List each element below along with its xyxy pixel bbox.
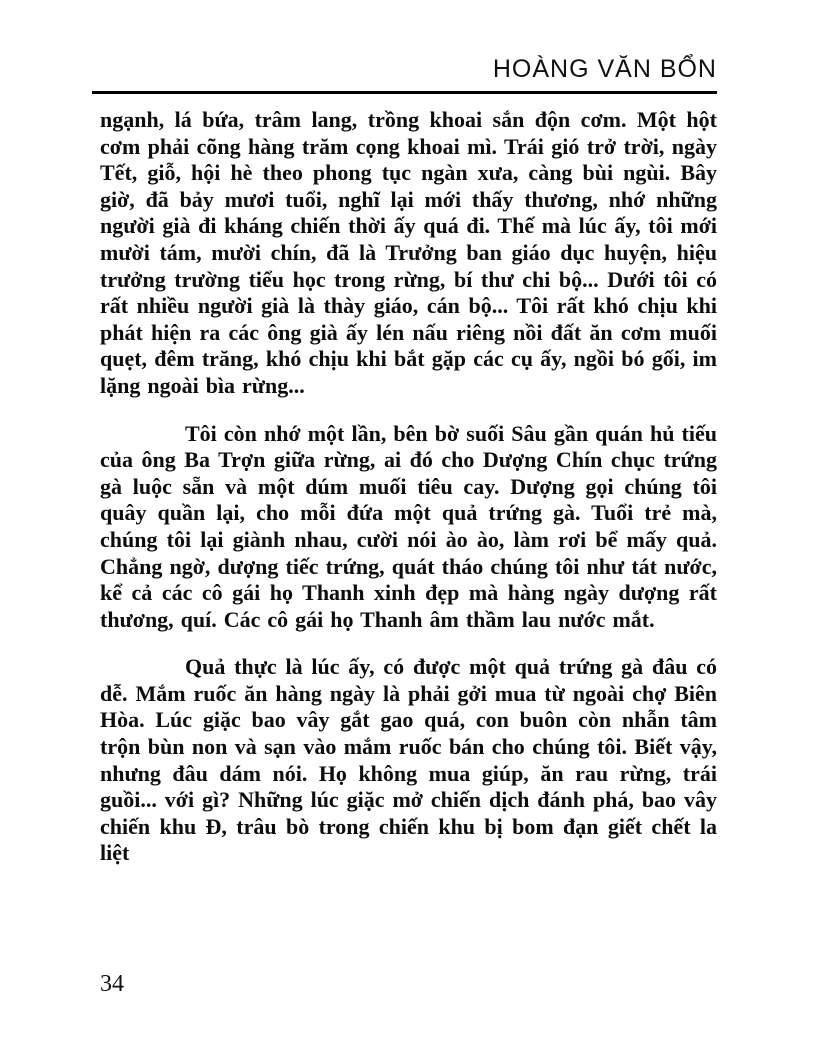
page-body xyxy=(100,107,717,867)
page-number: 34 xyxy=(100,971,124,997)
paragraph: Quả thực là lúc ấy, có được một quả trứng gà đâu có dễ. Mắm ruốc ăn hàng ngày là phải gởi mua từ ngoài chợ Biên Hòa. Lúc giặc bao vây gắt gao quá, con buôn còn nhẫn tâm trộn bùn non và sạn vào mắm ruốc bán cho chúng tôi. Biết vậy, nhưng đâu dám nói. Họ không mua giúp, ăn rau rừng, trái guồi... với gì? Những lúc giặc mở chiến dịch đánh phá, bao vây chiến khu Đ, trâu bò trong chiến khu bị bom đạn giết chết la liệt xyxy=(100,654,717,866)
running-header-author: HOÀNG VĂN BỔN xyxy=(492,55,717,83)
paragraph: Tôi còn nhớ một lần, bên bờ suối Sâu gần quán hủ tiếu của ông Ba Trợn giữa rừng, ai đó cho Dượng Chín chục trứng gà luộc sẵn và một dúm muối tiêu cay. Dượng gọi chúng tôi quây quần lại, cho mỗi đứa một quả trứng gà. Tuổi trẻ mà, chúng tôi lại giành nhau, cười nói ào ào, làm rơi bể mấy quả. Chẳng ngờ, dượng tiếc trứng, quát tháo chúng tôi như tát nước, kể cả các cô gái họ Thanh xinh đẹp mà hàng ngày dượng rất thương, quí. Các cô gái họ Thanh âm thầm lau nước mắt. xyxy=(100,420,717,632)
paragraph-continuation: ngạnh, lá bứa, trâm lang, trồng khoai sắn độn cơm. Một hột cơm phải cõng hàng trăm cọng khoai mì. Trái gió trở trời, ngày Tết, giỗ, hội hè theo phong tục ngàn xưa, càng bùi ngùi. Bây giờ, đã bảy mươi tuổi, nghĩ lại mới thấy thương, nhớ những người già đi kháng chiến thời ấy quá đi. Thế mà lúc ấy, tôi mới mười tám, mười chín, đã là Trưởng ban giáo dục huyện, hiệu trưởng trường tiểu học trong rừng, bí thư chi bộ... Dưới tôi có rất nhiều người già là thày giáo, cán bộ... Tôi rất khó chịu khi phát hiện ra các ông già ấy lén nấu riêng nồi đất ăn cơm muối quẹt, đêm trăng, khó chịu khi bắt gặp các cụ ấy, ngồi bó gối, im lặng ngoài bìa rừng... xyxy=(100,107,717,398)
header-rule xyxy=(92,91,717,94)
